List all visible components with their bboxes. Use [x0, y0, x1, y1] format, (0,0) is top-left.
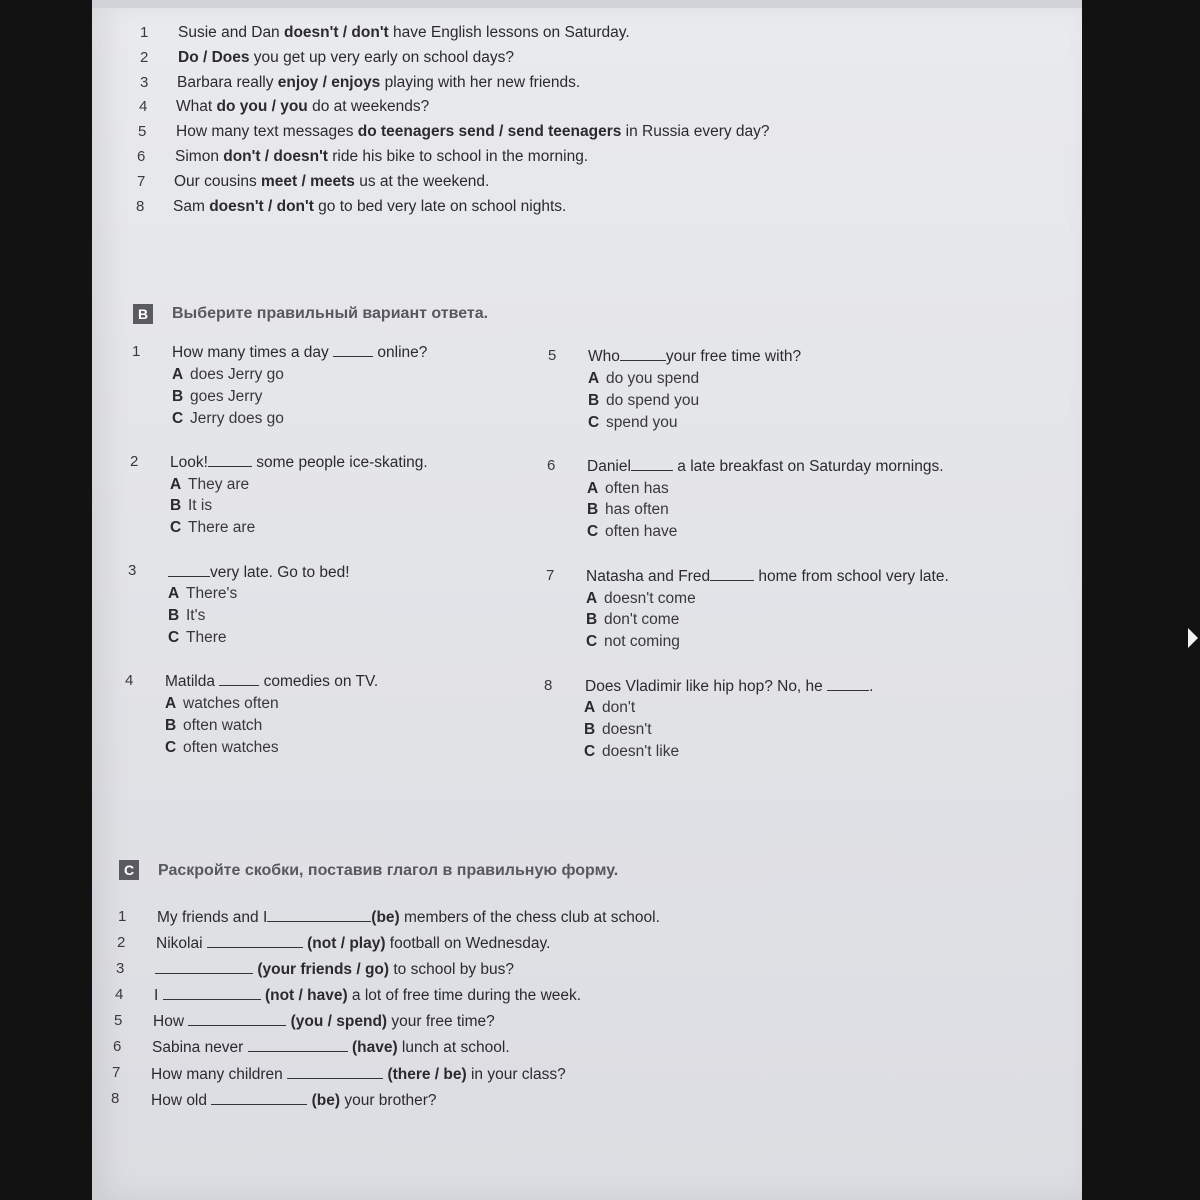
question-text: Who your free time with?: [588, 348, 802, 365]
item-number: 2: [117, 934, 126, 951]
option-c[interactable]: C There: [168, 629, 227, 646]
sentence: Our cousins meet / meets us at the weekend.: [174, 173, 490, 190]
question-text: Natasha and Fred home from school very late.: [586, 568, 949, 585]
item-number: 2: [140, 49, 149, 66]
option-b[interactable]: B has often: [587, 501, 669, 518]
question-text: Does Vladimir like hip hop? No, he .: [585, 678, 874, 695]
sentence: Sabina never (have) lunch at school.: [152, 1039, 510, 1056]
item-number: 8: [111, 1090, 120, 1107]
option-a[interactable]: A often has: [587, 480, 669, 497]
item-number: 3: [140, 74, 149, 91]
section-letter: B: [133, 304, 153, 324]
option-a[interactable]: A don't: [584, 699, 636, 716]
sentence: Barbara really enjoy / enjoys playing with her new friends.: [177, 74, 581, 91]
question-number: 3: [128, 562, 137, 579]
question-text: Matilda comedies on TV.: [165, 673, 379, 690]
item-number: 6: [137, 148, 146, 165]
sentence: What do you / you do at weekends?: [176, 98, 430, 115]
question-number: 8: [544, 677, 553, 694]
option-a[interactable]: A watches often: [165, 695, 279, 712]
sentence: Sam doesn't / don't go to bed very late on school nights.: [173, 198, 567, 215]
option-c[interactable]: C doesn't like: [584, 743, 680, 760]
sentence: Nikolai (not / play) football on Wednesday.: [156, 935, 551, 952]
sentence: How (you / spend) your free time?: [153, 1013, 495, 1030]
item-number: 6: [113, 1038, 122, 1055]
option-a[interactable]: A do you spend: [588, 370, 700, 387]
option-b[interactable]: B don't come: [586, 611, 680, 628]
sentence: My friends and I (be) members of the chess club at school.: [157, 909, 660, 926]
item-number: 8: [136, 198, 145, 215]
item-number: 3: [116, 960, 125, 977]
item-number: 4: [139, 98, 148, 115]
item-number: 5: [114, 1012, 123, 1029]
option-b[interactable]: B do spend you: [588, 392, 700, 409]
question-text: very late. Go to bed!: [168, 564, 350, 582]
section-title: Выберите правильный вариант ответа.: [172, 305, 489, 322]
question-number: 2: [130, 453, 139, 470]
section-title: Раскройте скобки, поставив глагол в правильную форму.: [158, 862, 619, 879]
section-letter: C: [119, 860, 139, 880]
option-c[interactable]: C Jerry does go: [172, 410, 284, 427]
option-b[interactable]: B often watch: [165, 717, 263, 734]
sentence: How many text messages do teenagers send / send teenagers in Russia every day?: [176, 123, 770, 140]
question-number: 4: [125, 672, 134, 689]
option-c[interactable]: C often watches: [165, 739, 279, 756]
sentence: I (not / have) a lot of free time during the week.: [154, 987, 582, 1004]
option-b[interactable]: B It's: [168, 607, 206, 624]
option-a[interactable]: A doesn't come: [586, 590, 696, 607]
sentence: Susie and Dan doesn't / don't have English lessons on Saturday.: [178, 24, 630, 41]
option-a[interactable]: A They are: [170, 476, 250, 493]
item-number: 1: [118, 908, 127, 925]
option-c[interactable]: C not coming: [586, 633, 680, 650]
option-b[interactable]: B It is: [170, 497, 213, 514]
item-number: 7: [137, 173, 146, 190]
option-a[interactable]: A There's: [168, 585, 238, 602]
sentence: Do / Does you get up very early on school days?: [178, 49, 514, 66]
sentence: How many children (there / be) in your class?: [151, 1066, 566, 1083]
mouse-pointer-icon: [1188, 628, 1198, 648]
item-number: 5: [138, 123, 147, 140]
question-text: Daniel a late breakfast on Saturday mornings.: [587, 458, 944, 475]
question-text: Look! some people ice-skating.: [170, 454, 428, 471]
item-number: 7: [112, 1064, 121, 1081]
question-number: 5: [548, 347, 557, 364]
question-number: 1: [132, 343, 141, 360]
item-number: 4: [115, 986, 124, 1003]
option-b[interactable]: B doesn't: [584, 721, 652, 738]
page-top-edge: [92, 0, 1082, 8]
question-number: 6: [547, 457, 556, 474]
option-a[interactable]: A does Jerry go: [172, 366, 284, 383]
option-b[interactable]: B goes Jerry: [172, 388, 263, 405]
sentence: Simon don't / doesn't ride his bike to school in the morning.: [175, 148, 589, 165]
sentence: How old (be) your brother?: [151, 1092, 437, 1109]
sentence: (your friends / go) to school by bus?: [155, 961, 514, 979]
option-c[interactable]: C often have: [587, 523, 678, 540]
question-text: How many times a day online?: [172, 344, 428, 361]
item-number: 1: [140, 24, 149, 41]
question-number: 7: [546, 567, 555, 584]
option-c[interactable]: C spend you: [588, 414, 678, 431]
option-c[interactable]: C There are: [170, 519, 256, 536]
